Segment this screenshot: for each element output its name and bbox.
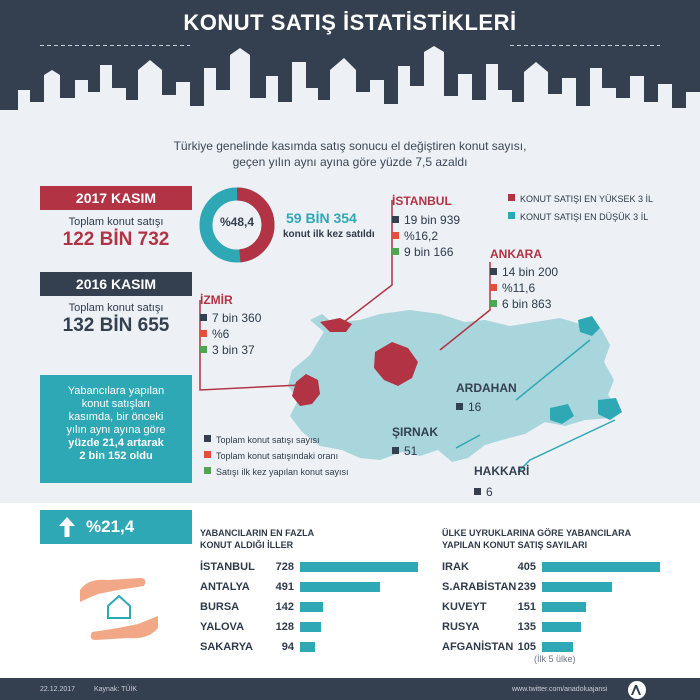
foreign-line-4: yılın aynı ayına göre: [66, 424, 166, 436]
province-bar-label: SAKARYA: [200, 641, 253, 653]
province-bar: [300, 622, 321, 632]
top-provinces-bar-chart: [200, 558, 420, 658]
izmir-name: İZMİR: [200, 293, 233, 307]
subtitle: [140, 138, 560, 170]
nation-bar-row: [442, 618, 662, 636]
nation-bar: [542, 582, 612, 592]
page-title: KONUT SATIŞ İSTATİSTİKLERİ: [183, 10, 517, 35]
province-bar: [300, 562, 418, 572]
year-2017-caption: Toplam konut satışı: [68, 216, 164, 228]
province-bar-label: BURSA: [200, 601, 240, 613]
top-nations-bar-chart: [442, 558, 662, 658]
province-bar: [300, 642, 315, 652]
year-2016-value: 132 BİN 655: [62, 315, 170, 336]
legend-lowest-label: KONUT SATIŞI EN DÜŞÜK 3 İL: [520, 212, 649, 222]
legend-highest-label: KONUT SATIŞI EN YÜKSEK 3 İL: [520, 194, 654, 204]
top-nations-title-line-2: YAPILAN KONUT SATIŞ SAYILARI: [442, 540, 588, 550]
foreign-line-5: yüzde 21,4 artarak: [68, 437, 164, 449]
nation-bar-value: 135: [517, 621, 536, 633]
nation-bar-row: [442, 598, 662, 616]
top-nations-title: [442, 527, 631, 551]
nation-bar-row: [442, 558, 662, 576]
ankara-total: [490, 264, 558, 280]
nation-bar-label: AFGANİSTAN: [442, 641, 514, 653]
izmir-callout: [200, 293, 261, 358]
top-provinces-title: [200, 527, 314, 551]
istanbul-total: [392, 212, 460, 228]
province-bar: [300, 602, 323, 612]
title-divider-left: [40, 45, 190, 46]
ardahan-callout: [456, 381, 517, 415]
year-2017-value: 122 BİN 732: [62, 229, 170, 250]
map-legend-total-label: Toplam konut satışı sayısı: [216, 435, 320, 445]
province-bar-label: YALOVA: [200, 621, 245, 633]
sirnak-total: [392, 443, 438, 459]
nation-bar-value: 151: [517, 601, 536, 613]
izmir-ratio-value: %6: [212, 327, 230, 341]
izmir-first-value: 3 bin 37: [212, 343, 255, 357]
istanbul-first-value: 9 bin 166: [404, 245, 454, 259]
red-square-icon: [200, 330, 207, 337]
ankara-total-value: 14 bin 200: [502, 265, 559, 279]
foreign-line-6: 2 bin 152 oldu: [79, 450, 153, 462]
province-bar-label: ANTALYA: [200, 581, 250, 593]
province-bar-row: [200, 598, 420, 616]
map-legend-ratio: [204, 448, 349, 464]
nation-bar-label: KUVEYT: [442, 601, 487, 613]
red-square-icon: [204, 451, 211, 458]
title-divider-right: [510, 45, 660, 46]
highlight-legend: [508, 192, 653, 224]
green-square-icon: [490, 300, 497, 307]
ankara-ratio: [490, 280, 558, 296]
map-legend: [204, 432, 349, 480]
nation-bar-label: IRAK: [442, 561, 469, 573]
top-provinces-title-line-1: YABANCILARIN EN FAZLA: [200, 528, 315, 538]
year-2016-caption: Toplam konut satışı: [68, 302, 164, 314]
top-nations-title-line-1: ÜLKE UYRUKLARINA GÖRE YABANCILARA: [442, 528, 632, 538]
footer-url: www.twitter.com/anadoluajansi: [512, 686, 608, 693]
izmir-total: [200, 310, 261, 326]
green-square-icon: [204, 467, 211, 474]
izmir-total-value: 7 bin 360: [212, 311, 262, 325]
first-sale-value: 59 BİN 354: [286, 210, 357, 226]
foreign-line-3: kasımda, bir önceki: [68, 411, 164, 423]
province-bar-row: [200, 578, 420, 596]
province-bar-value: 491: [275, 581, 294, 593]
teal-square-icon: [508, 212, 515, 219]
nation-bar-value: 239: [517, 581, 536, 593]
province-bar-label: İSTANBUL: [200, 561, 255, 573]
nation-bar: [542, 562, 660, 572]
red-square-icon: [392, 232, 399, 239]
map-legend-first-label: Satışı ilk kez yapılan konut sayısı: [216, 467, 349, 477]
dark-square-icon: [392, 216, 399, 223]
map-legend-total: [204, 432, 349, 448]
year-2017-badge: 2017 KASIM: [40, 186, 192, 210]
dark-square-icon: [200, 314, 207, 321]
footer-source: Kaynak: TÜİK: [94, 686, 138, 693]
nation-bar-label: S.ARABİSTAN: [442, 581, 517, 593]
izmir-ratio: [200, 326, 261, 342]
donut-percent-label: %48,4: [219, 215, 255, 229]
green-square-icon: [392, 248, 399, 255]
istanbul-name: İSTANBUL: [392, 194, 452, 208]
ankara-name: ANKARA: [490, 247, 542, 261]
istanbul-callout: [392, 194, 460, 260]
year-2016-badge: 2016 KASIM: [40, 272, 192, 296]
province-bar-value: 728: [275, 561, 294, 573]
top-nations-note: (İlk 5 ülke): [534, 654, 576, 664]
ankara-ratio-value: %11,6: [502, 281, 536, 295]
nation-bar-value: 105: [517, 641, 536, 653]
ankara-callout: [490, 247, 558, 312]
up-arrow-icon: [58, 516, 76, 538]
top-provinces-title-line-2: KONUT ALDIĞI İLLER: [200, 540, 294, 550]
istanbul-first: [392, 244, 460, 260]
nation-bar-row: [442, 578, 662, 596]
map-legend-first: [204, 464, 349, 480]
first-sale-caption: konut ilk kez satıldı: [283, 229, 375, 240]
hakkari-name: HAKKARİ: [474, 464, 530, 478]
ankara-first: [490, 296, 558, 312]
dark-square-icon: [204, 435, 211, 442]
province-bar: [300, 582, 380, 592]
sirnak-name: ŞIRNAK: [392, 425, 439, 439]
foreign-line-1: Yabancılara yapılan: [67, 385, 165, 397]
izmir-first: [200, 342, 261, 358]
dark-square-icon: [392, 447, 399, 454]
nation-bar: [542, 602, 586, 612]
legend-highest: [508, 192, 653, 206]
foreign-line-2: konut satışları: [81, 398, 151, 410]
subtitle-line-1: Türkiye genelinde kasımda satış sonucu el değiştiren konut sayısı,: [173, 139, 527, 153]
nation-bar: [542, 642, 573, 652]
green-square-icon: [200, 346, 207, 353]
subtitle-line-2: geçen yılın aynı ayına göre yüzde 7,5 azaldı: [232, 155, 468, 169]
growth-value: %21,4: [86, 517, 135, 536]
ardahan-total-value: 16: [468, 400, 482, 414]
nation-bar-label: RUSYA: [442, 621, 480, 633]
nation-bar: [542, 622, 581, 632]
hakkari-callout: [474, 464, 529, 500]
province-bar-row: [200, 638, 420, 656]
hands-house-icon: [78, 568, 160, 648]
anadolu-agency-logo: [628, 681, 646, 699]
sirnak-callout: [392, 425, 438, 459]
ardahan-total: [456, 399, 517, 415]
dark-square-icon: [490, 268, 497, 275]
province-bar-value: 142: [275, 601, 294, 613]
hakkari-total: [474, 484, 529, 500]
dark-square-icon: [456, 403, 463, 410]
province-bar-row: [200, 558, 420, 576]
province-bar-row: [200, 618, 420, 636]
map-legend-ratio-label: Toplam konut satışındaki oranı: [216, 451, 339, 461]
foreign-sales-note: [40, 375, 192, 483]
sirnak-total-value: 51: [404, 444, 418, 458]
province-bar-value: 128: [275, 621, 294, 633]
red-square-icon: [490, 284, 497, 291]
dark-square-icon: [474, 488, 481, 495]
crimson-square-icon: [508, 194, 515, 201]
nation-bar-value: 405: [517, 561, 536, 573]
hakkari-total-value: 6: [486, 485, 493, 499]
istanbul-total-value: 19 bin 939: [404, 213, 461, 227]
legend-lowest: [508, 210, 653, 224]
istanbul-ratio-value: %16,2: [404, 229, 439, 243]
province-bar-value: 94: [281, 641, 294, 653]
ankara-first-value: 6 bin 863: [502, 297, 552, 311]
ardahan-name: ARDAHAN: [456, 381, 517, 395]
footer-date: 22.12.2017: [40, 686, 76, 693]
istanbul-ratio: [392, 228, 460, 244]
